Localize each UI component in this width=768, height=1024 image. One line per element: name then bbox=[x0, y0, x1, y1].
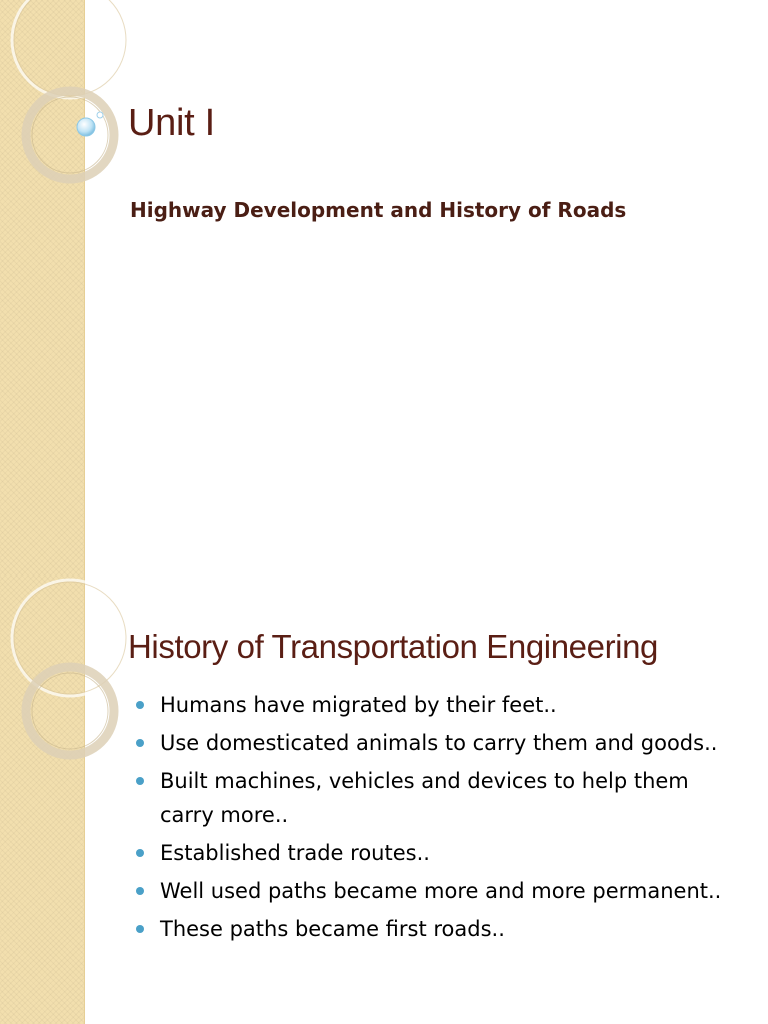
list-item bbox=[134, 836, 734, 870]
list-item-text: Established trade routes.. bbox=[160, 841, 430, 865]
list-item-text: Built machines, vehicles and devices to help them carry more.. bbox=[160, 769, 689, 827]
bullet-dot-icon bbox=[136, 777, 144, 785]
list-item-text: Use domesticated animals to carry them and goods.. bbox=[160, 731, 718, 755]
slide-title: Unit I bbox=[128, 102, 215, 144]
slide-subtitle: Highway Development and History of Roads bbox=[130, 198, 627, 222]
list-item bbox=[134, 874, 734, 908]
list-item-text: These paths became first roads.. bbox=[160, 917, 505, 941]
list-item bbox=[134, 726, 734, 760]
list-item bbox=[134, 688, 734, 722]
list-item bbox=[134, 912, 734, 946]
bubble-icon bbox=[0, 0, 140, 220]
list-item bbox=[134, 764, 734, 832]
bullet-dot-icon bbox=[136, 925, 144, 933]
list-item-text: Well used paths became more and more permanent.. bbox=[160, 879, 722, 903]
circle-ornament-icon bbox=[0, 576, 140, 796]
bullet-list bbox=[134, 688, 734, 950]
bullet-dot-icon bbox=[136, 887, 144, 895]
slide-title: History of Transportation Engineering bbox=[128, 628, 658, 665]
list-item-text: Humans have migrated by their feet.. bbox=[160, 693, 557, 717]
bullet-dot-icon bbox=[136, 849, 144, 857]
bullet-dot-icon bbox=[136, 701, 144, 709]
bullet-dot-icon bbox=[136, 739, 144, 747]
